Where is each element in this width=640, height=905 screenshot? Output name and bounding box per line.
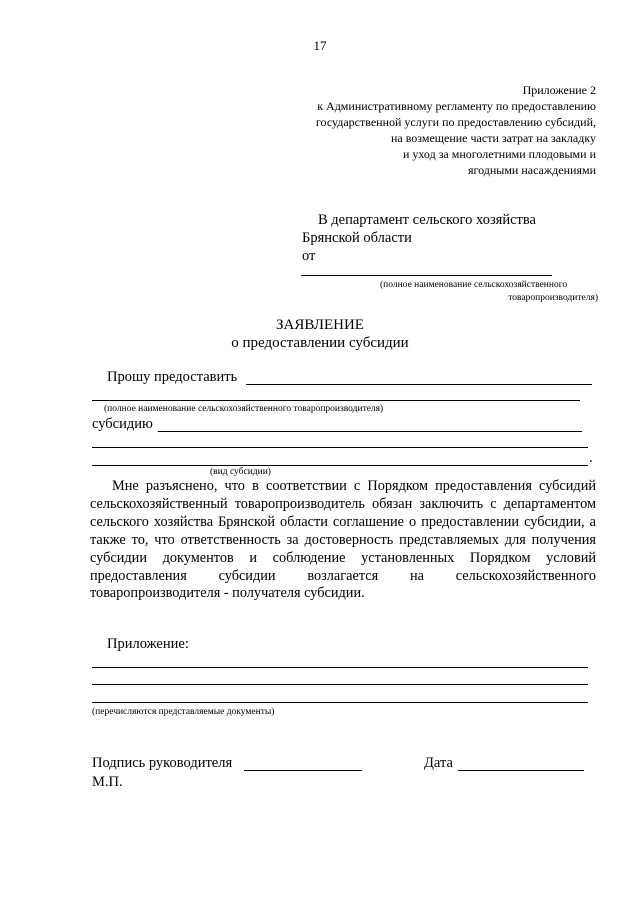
recipient-from: от (302, 248, 316, 264)
request-line-2[interactable] (92, 400, 580, 401)
appendix-line: на возмещение части затрат на закладку (390, 131, 596, 145)
appendix-line: к Административному регламенту по предоставлению (317, 99, 596, 113)
request-line-1[interactable] (246, 384, 592, 385)
from-line[interactable] (301, 275, 552, 276)
attachments-line-2[interactable] (92, 684, 588, 685)
appendix-line: Приложение 2 (522, 83, 596, 97)
recipient-region: Брянской области (302, 230, 412, 246)
attachments-line-3[interactable] (92, 702, 588, 703)
request-label: Прошу предоставить (107, 369, 238, 385)
subsidy-line-1[interactable] (158, 431, 582, 432)
signature-label: Подпись руководителя (92, 755, 233, 771)
producer-caption: (полное наименование сельскохозяйственного товаропроизводителя) (104, 404, 384, 414)
document-subtitle: о предоставлении субсидии (231, 335, 409, 351)
signature-line[interactable] (244, 770, 362, 771)
appendix-line: ягодными насаждениями (467, 163, 596, 177)
subsidy-label: субсидию (92, 416, 153, 432)
recipient-department: В департамент сельского хозяйства (318, 212, 536, 228)
subsidy-line-2[interactable] (92, 447, 588, 448)
attachments-label: Приложение: (107, 636, 189, 652)
document-title: ЗАЯВЛЕНИЕ (276, 317, 364, 333)
appendix-line: и уход за многолетними плодовыми и (402, 147, 596, 161)
attachments-line-1[interactable] (92, 667, 588, 668)
page-number: 17 (313, 38, 327, 53)
from-caption-1: (полное наименование сельскохозяйственного (380, 280, 568, 290)
date-label: Дата (424, 755, 453, 771)
appendix-line: государственной услуги по предоставлению субсидий, (315, 115, 596, 129)
subsidy-type-caption: (вид субсидии) (210, 467, 271, 477)
date-line[interactable] (458, 770, 584, 771)
subsidy-end-period: . (589, 450, 593, 466)
from-caption-2: товаропроизводителя) (508, 293, 598, 303)
attachments-caption: (перечисляются представляемые документы) (92, 707, 275, 717)
appendix-header (316, 82, 596, 178)
subsidy-line-3[interactable] (92, 465, 588, 466)
explanation-paragraph: Мне разъяснено, что в соответствии с Порядком предоставления субсидий сельскохозяйственный товаропроизводитель обязан заключить с департаментом сельского хозяйства Брянской области соглашение о предоставлении субсидии, а также то, что ответственность за достоверность представляемых для получения субсидии документов и соблюдение установленных Порядком условий предоставления субсидии возлагается на сельскохозяйственного товаропроизводителя - получателя субсидии. (90, 478, 596, 602)
stamp-label: М.П. (92, 774, 123, 790)
